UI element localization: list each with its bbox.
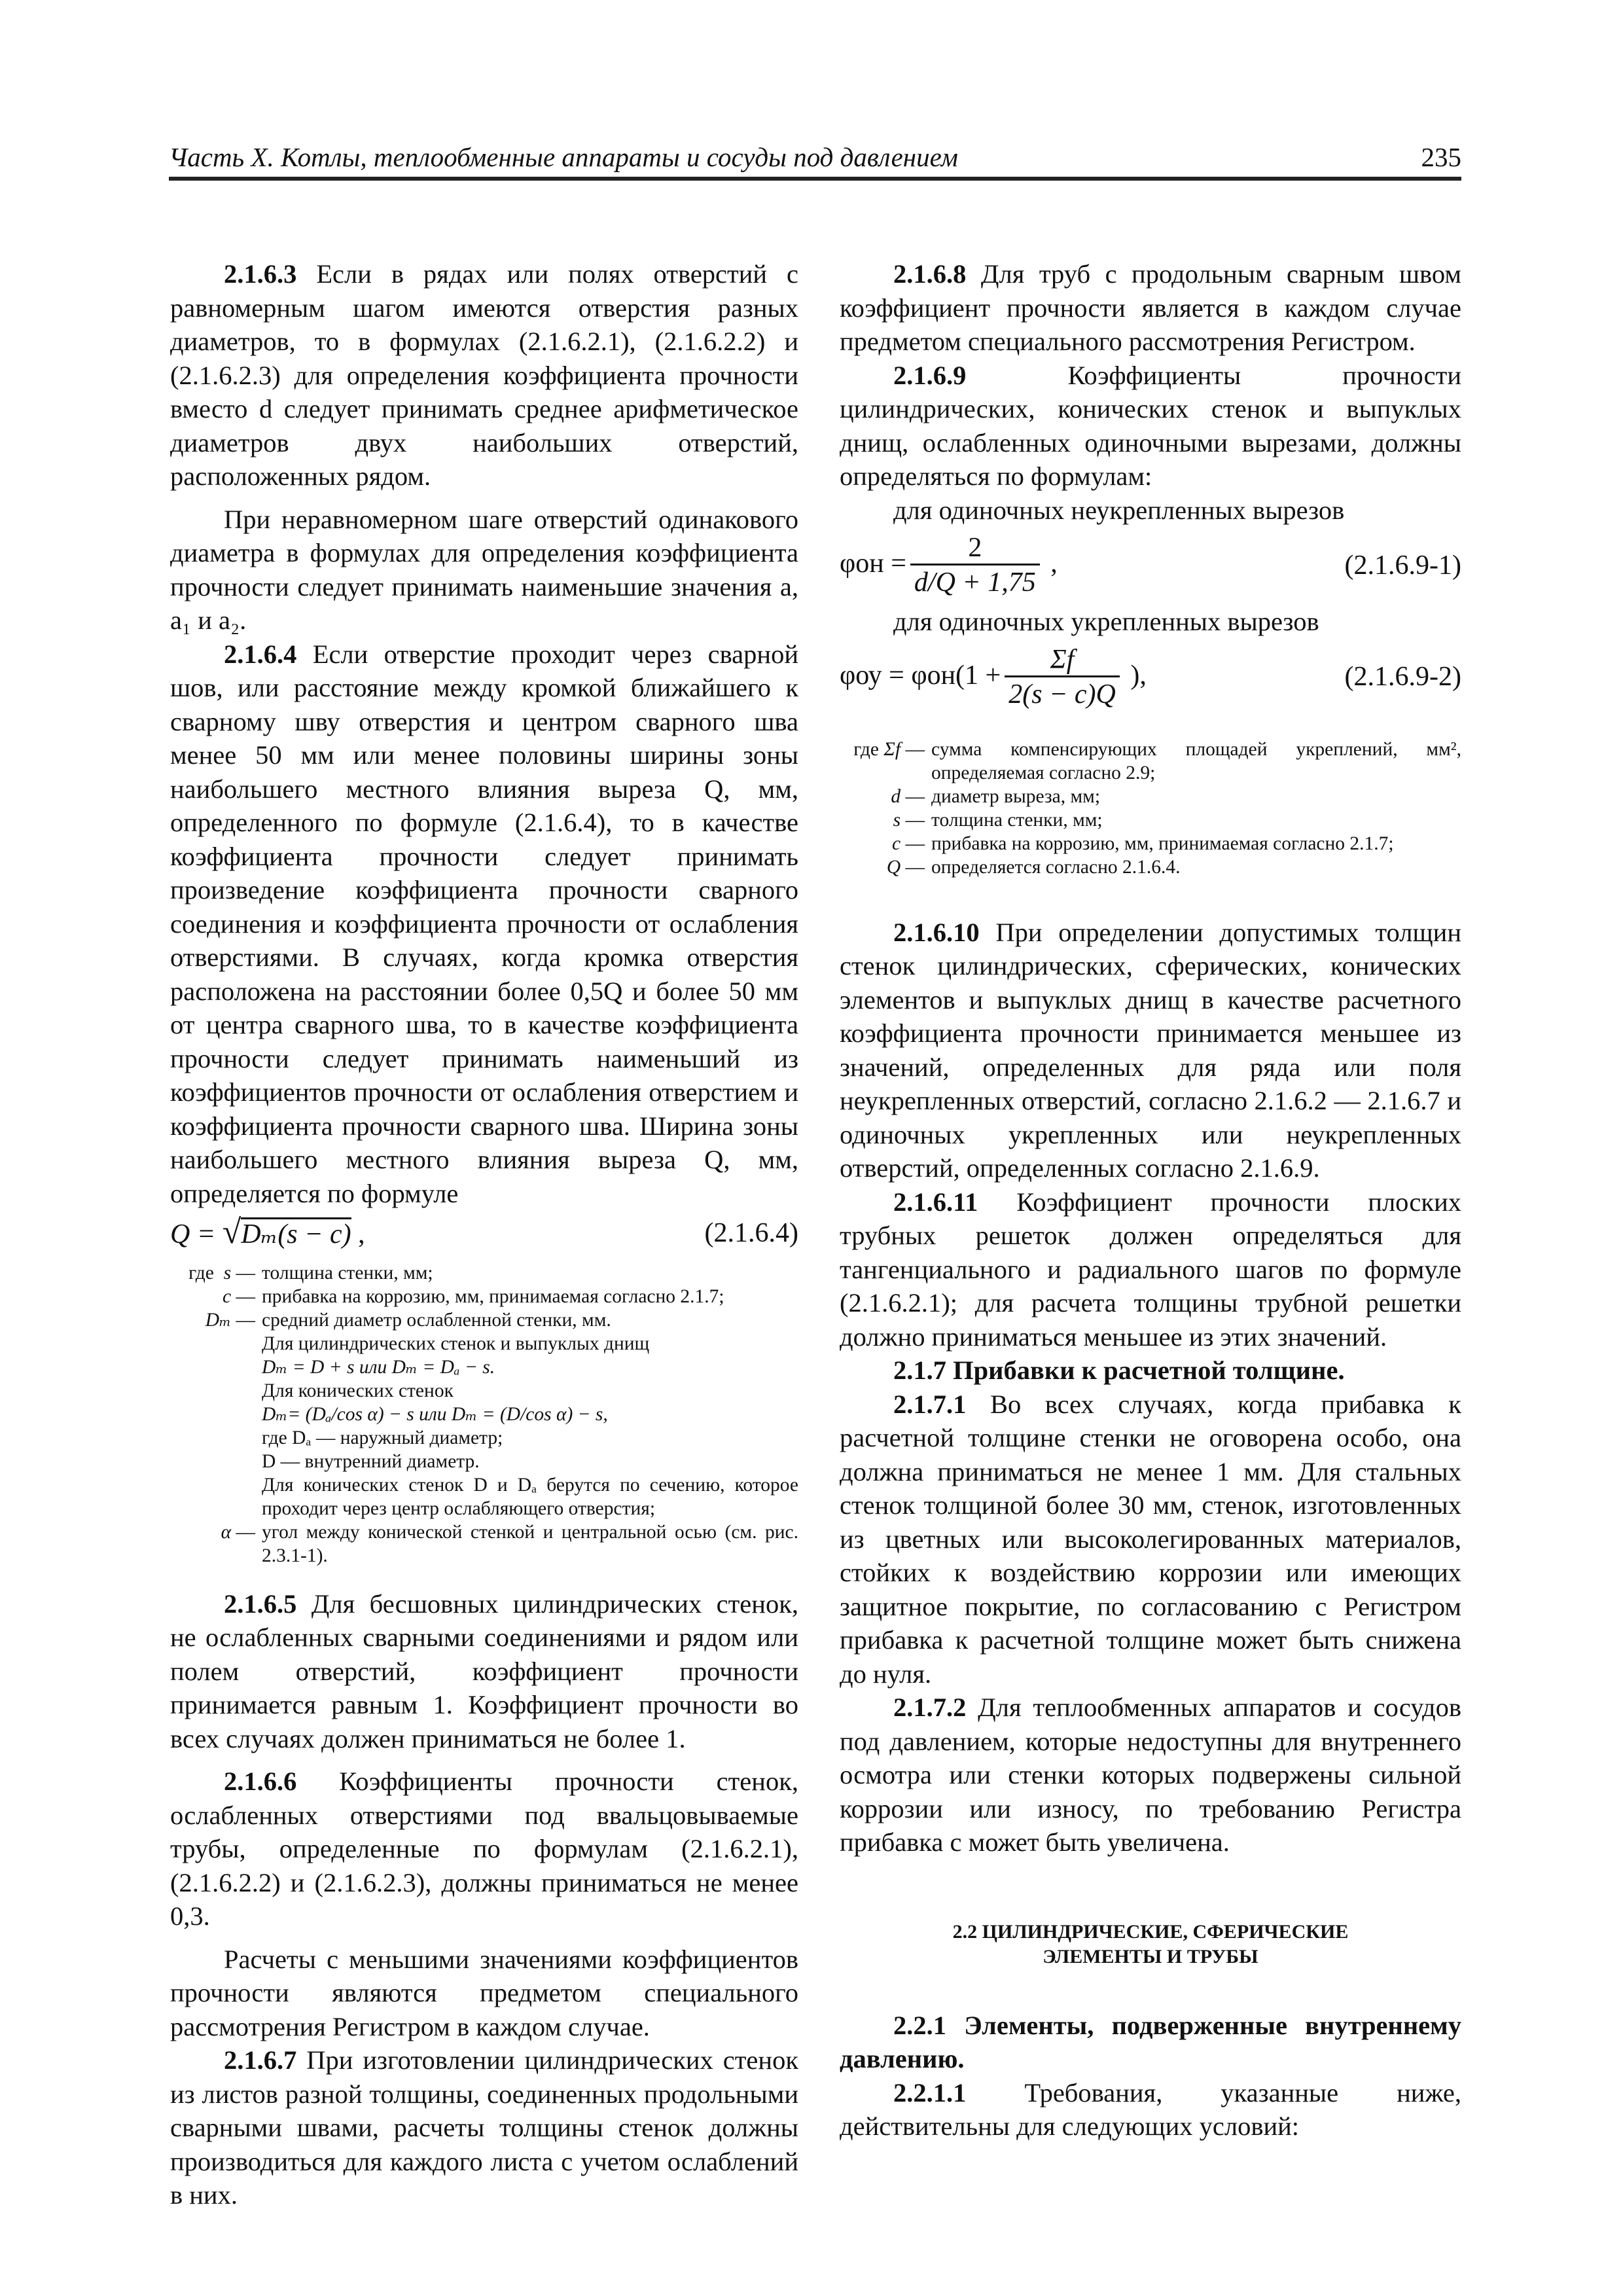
where-lead: где xyxy=(188,1262,214,1283)
fraction xyxy=(910,532,1040,600)
clause-number: 2.1.7.1 xyxy=(893,1389,967,1419)
section-heading-line: ЭЛЕМЕНТЫ И ТРУБЫ xyxy=(1043,1945,1258,1967)
where-list-right xyxy=(840,738,1461,879)
clause-number: 2.1.6.5 xyxy=(224,1588,297,1619)
where-lead: где xyxy=(853,738,880,760)
header-title: Часть X. Котлы, теплообменные аппараты и сосуды под давлением xyxy=(169,142,958,172)
definition: угол между конической стенкой и центральной осью (см. рис. 2.3.1-1). xyxy=(262,1521,798,1566)
clause-number: 2.2.1.1 xyxy=(893,2077,967,2108)
symbol: Dₘ xyxy=(205,1309,232,1331)
definition: сумма компенсирующих площадей укреплений, мм², определяемая согласно 2.9; xyxy=(931,738,1461,783)
denominator: 2(s − c)Q xyxy=(1005,675,1120,711)
paragraph-2-1-6-8 xyxy=(840,257,1461,359)
clause-text: Если отверстие проходит через сварной шов, или расстояние между кромкой ближайшего к сварному шву отверстия и центром сварного шва менее 50 мм или менее половины ширины зоны наибольшего местного влияния выреза Q, мм, определенного по формуле (2.1.6.4), то в качестве коэффициента прочности следует принимать произведение коэффициента прочности сварного соединения и коэффициента прочности от ослабления отверстиями. В случаях, когда кромка отверстия расположена на расстоянии более 0,5Q и более 50 мм от центра сварного шва, то в качестве коэффициента прочности следует принимать наименьший из коэффициентов прочности от ослабления отверстием и коэффициента прочности сварного шва. Ширина зоны наибольшего местного влияния выреза Q, мм, определяется по формуле xyxy=(170,639,798,1208)
clause-number: 2.1.6.4 xyxy=(224,639,297,669)
definition: толщина стенки, мм; xyxy=(931,809,1103,831)
running-header xyxy=(169,139,1461,181)
paragraph-2-1-7-2 xyxy=(840,1691,1461,1859)
clause-text: Коэффициенты прочности цилиндрических, конических стенок и выпуклых днищ, ослабленных одиночными вырезами, должны определяться по формулам: xyxy=(840,360,1461,491)
paragraph-2-1-6-10 xyxy=(840,916,1461,1185)
note-line: где Dₐ — наружный диаметр; xyxy=(262,1427,503,1448)
definition: средний диаметр ослабленной стенки, мм. xyxy=(262,1309,611,1331)
fraction xyxy=(1005,644,1120,711)
definition: диаметр выреза, мм; xyxy=(931,785,1101,807)
clause-text: Для бесшовных цилиндрических стенок, не ослабленных сварными соединениями и рядом или полем отверстий, коэффициент прочности принимается равным 1. Коэффициент прочности во всех случаях должен приниматься не более 1. xyxy=(170,1588,798,1753)
heading-2-2-1: 2.2.1 Элементы, подверженные внутреннему давлению. xyxy=(840,2010,1461,2073)
definition: прибавка на коррозию, мм, принимаемая согласно 2.1.7; xyxy=(931,833,1394,854)
dash: — xyxy=(905,856,925,878)
paragraph-2-1-7-1 xyxy=(840,1388,1461,1691)
paragraph-2-1-6-11 xyxy=(840,1185,1461,1354)
definition: прибавка на коррозию, мм, принимаемая согласно 2.1.7; xyxy=(262,1285,724,1307)
dash: — xyxy=(236,1262,255,1283)
formula-tail: ), xyxy=(1123,660,1147,691)
radicand: Dₘ(s − c) xyxy=(241,1217,351,1249)
formula-2-1-6-9-2 xyxy=(840,644,1461,711)
clause-text: Во всех случаях, когда прибавка к расчетной толщине стенки не оговорена особо, она должна приниматься не менее 1 мм. Для стальных стенок толщиной более 30 мм, стенок, изготовленных из цветных или высоколегированных материалов, стойких к воздействию коррозии или имеющих защитное покрытие, по согласованию с Регистром прибавка к расчетной толщине может быть снижена до нуля. xyxy=(840,1389,1461,1689)
paragraph-2-1-6-4 xyxy=(170,637,798,1211)
formula-tail: , xyxy=(1043,548,1058,579)
label-unreinforced: для одиночных неукрепленных вырезов xyxy=(893,495,1345,525)
label-reinforced: для одиночных укрепленных вырезов xyxy=(893,607,1319,636)
formula-2-1-6-4 xyxy=(170,1215,798,1252)
right-column xyxy=(840,257,1461,2144)
formula-number: (2.1.6.9-2) xyxy=(1344,662,1461,692)
dash: — xyxy=(236,1285,255,1307)
dash: — xyxy=(905,738,925,760)
clause-text: При изготовлении цилиндрических стенок из листов разной толщины, соединенных продольными сварными швами, расчеты толщины стенок должны производиться для каждого листа с учетом ослаблений в них. xyxy=(170,2045,798,2210)
symbol: s xyxy=(223,1262,232,1283)
clause-number: 2.1.6.7 xyxy=(224,2045,297,2075)
paragraph-lower-coefficients: Расчеты с меньшими значениями коэффициентов прочности являются предметом специального рассмотрения Регистром в каждом случае. xyxy=(170,1944,798,2041)
radical-sign: √ xyxy=(222,1213,241,1251)
denominator: d/Q + 1,75 xyxy=(910,564,1040,600)
note-line: Для конических стенок D и Dₐ берутся по сечению, которое проходит через центр ослабляющего отверстия; xyxy=(262,1474,798,1519)
formula-lhs: φон = xyxy=(840,548,906,579)
definition: определяется согласно 2.1.6.4. xyxy=(931,856,1181,878)
formula-lhs: Q = xyxy=(170,1219,223,1249)
section-heading-line: 2.2 ЦИЛИНДРИЧЕСКИЕ, СФЕРИЧЕСКИЕ xyxy=(952,1920,1349,1943)
clause-number: 2.1.6.11 xyxy=(893,1187,978,1217)
symbol: d xyxy=(891,785,901,807)
note-line: D — внутренний диаметр. xyxy=(262,1450,480,1472)
clause-text: Коэффициент прочности плоских трубных решеток должен определяться для тангенциального и радиального шагов по формуле (2.1.6.2.1); для расчета толщины трубной решетки должно приниматься меньшее из этих значений. xyxy=(840,1187,1461,1352)
note-line: Dₘ= (Dₐ/cos α) − s или Dₘ = (D/cos α) − s, xyxy=(262,1403,608,1425)
note-line: Для цилиндрических стенок и выпуклых днищ xyxy=(262,1333,650,1354)
note-line: Для конических стенок xyxy=(262,1380,454,1401)
heading-2-1-7: 2.1.7 Прибавки к расчетной толщине. xyxy=(893,1355,1345,1385)
numerator: 2 xyxy=(968,533,982,563)
dash: — xyxy=(905,785,925,807)
dash: — xyxy=(905,809,925,831)
dash: — xyxy=(236,1521,255,1543)
left-column xyxy=(170,257,798,2212)
formula-number: (2.1.6.4) xyxy=(704,1218,798,1248)
section-heading-2-2 xyxy=(840,1920,1461,1969)
paragraph-2-2-1-1 xyxy=(840,2076,1461,2144)
clause-text: Для теплообменных аппаратов и сосудов под давлением, которые недоступны для внутреннего осмотра или стенки которых подвержены сильной коррозии или износу, по требованию Регистра прибавка c может быть увеличена. xyxy=(840,1693,1461,1857)
symbol: s xyxy=(893,809,901,831)
formula-tail: , xyxy=(351,1219,365,1249)
clause-number: 2.1.6.9 xyxy=(893,360,967,390)
paragraph-2-1-6-7 xyxy=(170,2043,798,2212)
clause-number: 2.1.7.2 xyxy=(893,1693,967,1722)
clause-text: Требования, указанные ниже, действительны для следующих условий: xyxy=(840,2077,1461,2141)
clause-text: Коэффициенты прочности стенок, ослабленных отверстиями под ввальцовываемые трубы, определенные по формулам (2.1.6.2.1), (2.1.6.2.2) и (2.1.6.2.3), должны приниматься не менее 0,3. xyxy=(170,1767,798,1931)
paragraph-uneven-pitch: При неравномерном шаге отверстий одинакового диаметра в формулах для определения коэффициента прочности следует принимать наименьшие значения a, a₁ и a₂. xyxy=(170,504,798,635)
symbol: Σf xyxy=(883,738,901,760)
paragraph-2-1-6-5 xyxy=(170,1587,798,1756)
clause-text: При определении допустимых толщин стенок цилиндрических, сферических, конических элементов и выпуклых днищ в качестве расчетного коэффициента прочности принимается меньшее из значений, определенных для ряда или поля неукрепленных отверстий, согласно 2.1.6.2 — 2.1.6.7 и одиночных укрепленных или неукрепленных отверстий, определенных согласно 2.1.6.9. xyxy=(840,917,1461,1183)
formula-number: (2.1.6.9-1) xyxy=(1344,550,1461,581)
formula-2-1-6-9-1 xyxy=(840,532,1461,600)
clause-text: Если в рядах или полях отверстий с равномерным шагом имеются отверстия разных диаметров, то в формулах (2.1.6.2.1), (2.1.6.2.2) и (2.1.6.2.3) для определения коэффициента прочности вместо d следует принимать среднее арифметическое диаметров двух наибольших отверстий, расположенных рядом. xyxy=(170,259,798,491)
symbol: c xyxy=(892,833,901,854)
dash: — xyxy=(236,1309,255,1331)
clause-number: 2.1.6.10 xyxy=(893,917,980,947)
where-list-left xyxy=(170,1261,798,1568)
page-number: 235 xyxy=(1421,142,1461,172)
paragraph-2-1-6-9 xyxy=(840,359,1461,493)
definition: толщина стенки, мм; xyxy=(262,1262,433,1283)
formula-lhs: φоу = φон(1 + xyxy=(840,660,1001,691)
paragraph-2-1-6-3 xyxy=(170,257,798,493)
clause-number: 2.1.6.3 xyxy=(224,259,297,289)
clause-text: Для труб с продольным сварным швом коэффициент прочности является в каждом случае предметом специального рассмотрения Регистром. xyxy=(840,259,1461,356)
symbol: c xyxy=(223,1285,232,1307)
numerator: Σf xyxy=(1050,644,1075,675)
clause-number: 2.1.6.8 xyxy=(893,259,967,289)
clause-number: 2.1.6.6 xyxy=(224,1767,297,1796)
symbol: Q xyxy=(886,856,901,878)
paragraph-2-1-6-6 xyxy=(170,1765,798,1933)
dash: — xyxy=(905,833,925,854)
symbol: α xyxy=(221,1521,232,1543)
note-line: Dₘ = D + s или Dₘ = Dₐ − s. xyxy=(262,1356,495,1378)
